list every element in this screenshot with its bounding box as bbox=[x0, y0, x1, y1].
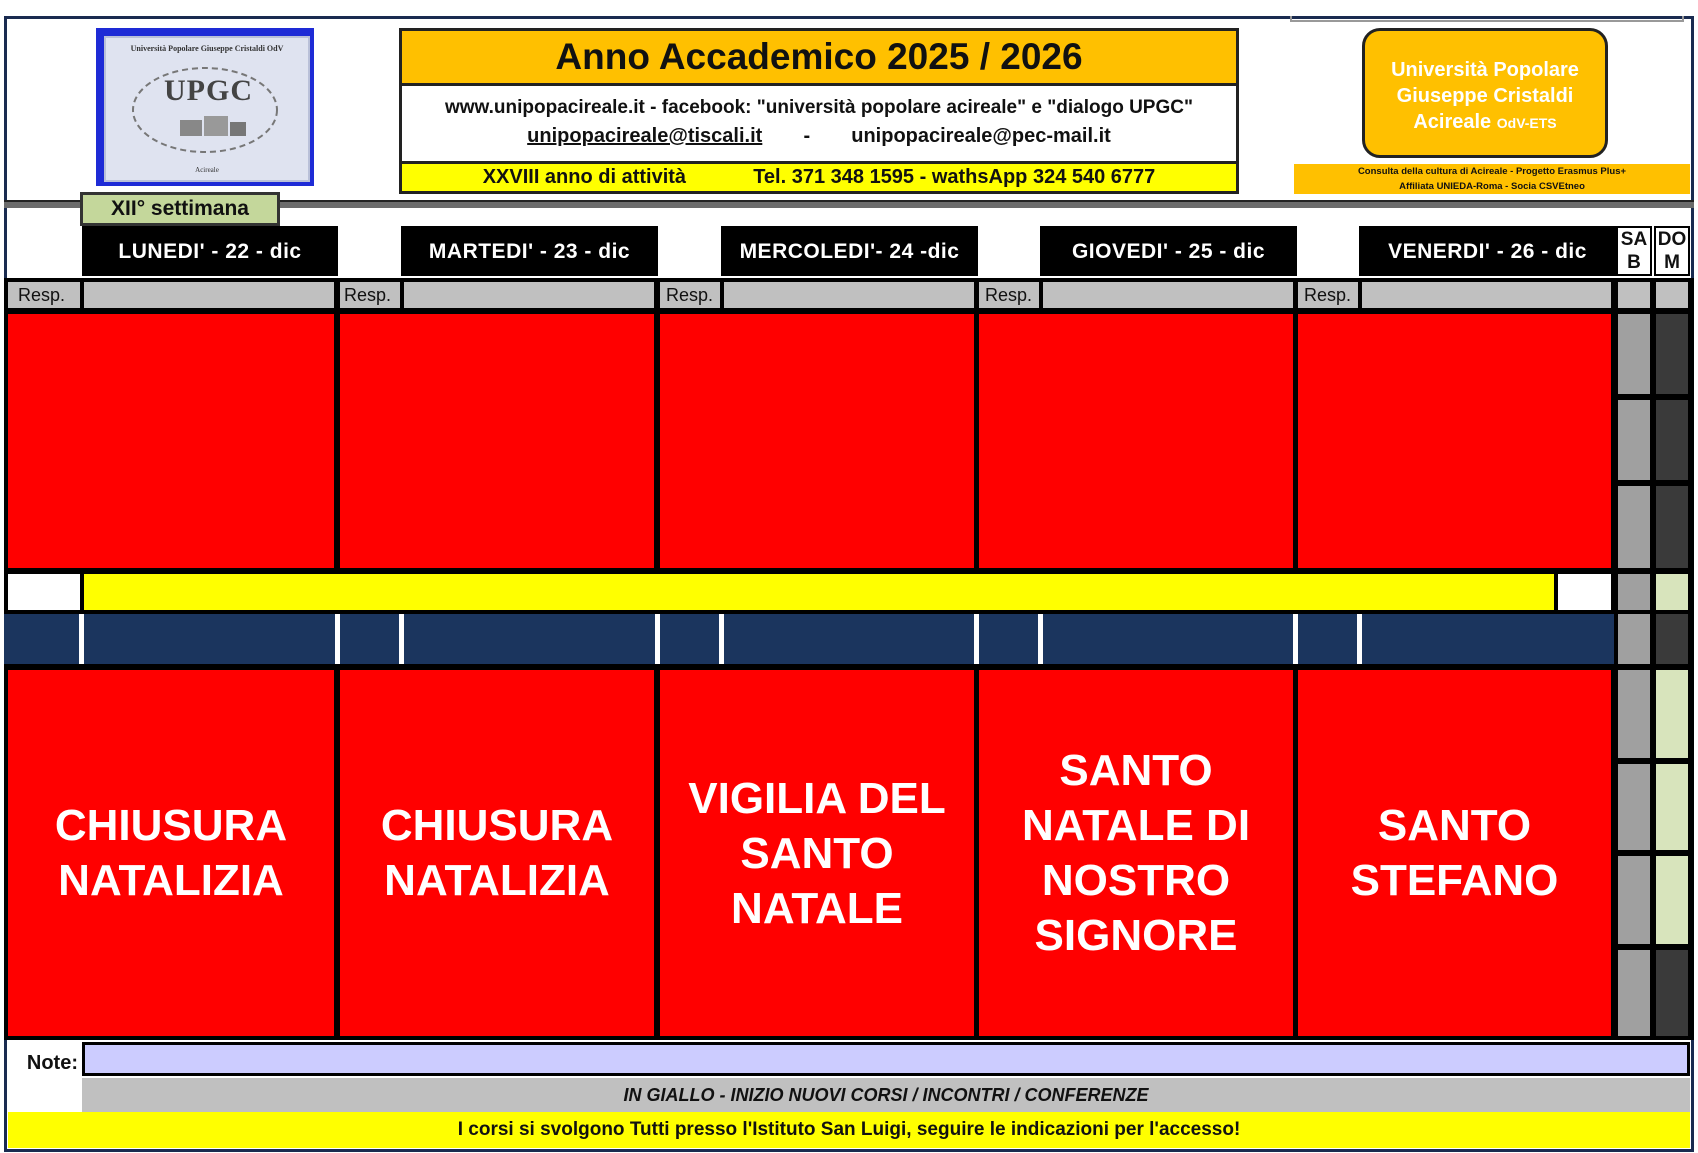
resp-field-tuesday[interactable] bbox=[404, 282, 654, 308]
resp-field-sunday bbox=[1656, 282, 1688, 308]
consulta-banner bbox=[1294, 164, 1690, 194]
navy-divider bbox=[335, 614, 340, 664]
navy-divider bbox=[1293, 614, 1298, 664]
sat-slot-7 bbox=[1618, 950, 1650, 1036]
sun-yellow-slot bbox=[1656, 574, 1688, 610]
navy-divider bbox=[1357, 614, 1362, 664]
dom-line-2: M bbox=[1664, 252, 1680, 273]
resp-label-monday: Resp. bbox=[8, 282, 80, 308]
sat-slot-2 bbox=[1618, 400, 1650, 480]
sat-slot-6 bbox=[1618, 856, 1650, 944]
laurel-wreath-icon bbox=[120, 58, 290, 158]
title-box bbox=[399, 28, 1239, 194]
navy-divider bbox=[655, 614, 660, 664]
uni-name-line-3 bbox=[1365, 109, 1605, 136]
resp-field-wednesday[interactable] bbox=[724, 282, 974, 308]
sat-yellow-slot bbox=[1618, 574, 1650, 610]
uni-name-line-2: Giuseppe Cristaldi bbox=[1396, 85, 1574, 107]
sun-slot-6 bbox=[1656, 856, 1688, 944]
resp-field-friday[interactable] bbox=[1362, 282, 1611, 308]
uni-name-line-1: Università Popolare bbox=[1391, 59, 1579, 81]
anno-attivita: XXVIII anno di attività bbox=[482, 166, 687, 188]
email-link[interactable]: unipopacireale@tiscali.it bbox=[527, 125, 763, 147]
event-monday: CHIUSURA NATALIZIA bbox=[8, 670, 334, 1036]
new-courses-highlight-row bbox=[84, 574, 1554, 610]
sat-slot-3 bbox=[1618, 486, 1650, 568]
day-header-monday: LUNEDI' - 22 - dic bbox=[82, 226, 338, 276]
dom-line-1: DO bbox=[1657, 229, 1687, 250]
event-wednesday: VIGILIA DEL SANTO NATALE bbox=[660, 670, 974, 1036]
navy-divider bbox=[719, 614, 724, 664]
sun-slot-2 bbox=[1656, 400, 1688, 480]
email-separator: - bbox=[803, 125, 811, 147]
consulta-line-2: Affiliata UNIEDA-Roma - Socia CSVEtneo bbox=[1399, 181, 1585, 192]
resp-label-friday: Resp. bbox=[1298, 282, 1358, 308]
week-label: XII° settimana bbox=[80, 192, 280, 226]
day-header-thursday: GIOVEDI' - 25 - dic bbox=[1040, 226, 1297, 276]
event-thursday: SANTO NATALE DI NOSTRO SIGNORE bbox=[979, 670, 1293, 1036]
sun-navy-slot bbox=[1656, 614, 1688, 664]
logo-top-text: Università Popolare Giuseppe Cristaldi OdV bbox=[130, 44, 284, 53]
day-header-wednesday: MERCOLEDI'- 24 -dic bbox=[721, 226, 978, 276]
sat-slot-4 bbox=[1618, 670, 1650, 758]
navy-divider bbox=[79, 614, 84, 664]
top-right-rule bbox=[1290, 16, 1684, 22]
navy-divider bbox=[399, 614, 404, 664]
sab-line-1: SA bbox=[1620, 229, 1648, 250]
sun-slot-7 bbox=[1656, 950, 1688, 1036]
morning-block-monday bbox=[8, 314, 334, 568]
university-name-box bbox=[1362, 28, 1608, 158]
event-tuesday: CHIUSURA NATALIZIA bbox=[340, 670, 654, 1036]
academic-year-title: Anno Accademico 2025 / 2026 bbox=[402, 31, 1236, 86]
day-header-friday: VENERDI' - 26 - dic bbox=[1359, 226, 1616, 276]
navy-separator-row bbox=[4, 614, 1614, 664]
sat-slot-1 bbox=[1618, 314, 1650, 394]
legend-giallo: IN GIALLO - INIZIO NUOVI CORSI / INCONTRI / CONFERENZE bbox=[82, 1078, 1690, 1112]
notes-label: Note: bbox=[8, 1044, 80, 1082]
logo-mark-text: UPGC bbox=[164, 74, 253, 107]
saturday-header bbox=[1616, 226, 1652, 276]
resp-field-saturday bbox=[1618, 282, 1650, 308]
footer-note: I corsi si svolgono Tutti presso l'Istituto San Luigi, seguire le indicazioni per l'accesso! bbox=[8, 1112, 1690, 1148]
sab-line-2: B bbox=[1627, 252, 1641, 273]
yellow-row-start bbox=[8, 574, 80, 610]
morning-block-friday bbox=[1298, 314, 1611, 568]
resp-label-tuesday: Resp. bbox=[340, 282, 400, 308]
sun-slot-5 bbox=[1656, 764, 1688, 850]
sun-slot-4 bbox=[1656, 670, 1688, 758]
resp-field-thursday[interactable] bbox=[1043, 282, 1293, 308]
phone-info: Tel. 371 348 1595 - wathsApp 324 540 6777 bbox=[753, 166, 1156, 188]
pec-email: unipopacireale@pec-mail.it bbox=[851, 125, 1111, 147]
uni-suffix: OdV-ETS bbox=[1496, 115, 1557, 131]
sunday-header bbox=[1654, 226, 1690, 276]
morning-block-thursday bbox=[979, 314, 1293, 568]
resp-label-wednesday: Resp. bbox=[660, 282, 720, 308]
navy-divider bbox=[1038, 614, 1043, 664]
event-friday: SANTO STEFANO bbox=[1298, 670, 1611, 1036]
upgc-logo bbox=[96, 28, 314, 186]
day-header-tuesday: MARTEDI' - 23 - dic bbox=[401, 226, 658, 276]
yellow-row-end bbox=[1558, 574, 1611, 610]
email-line bbox=[402, 125, 1236, 148]
resp-field-monday[interactable] bbox=[84, 282, 334, 308]
resp-label-thursday: Resp. bbox=[979, 282, 1039, 308]
morning-block-wednesday bbox=[660, 314, 974, 568]
uni-city: Acireale bbox=[1413, 111, 1492, 133]
logo-bottom-text: Acireale bbox=[195, 166, 219, 174]
sat-slot-5 bbox=[1618, 764, 1650, 850]
navy-divider bbox=[974, 614, 979, 664]
morning-block-tuesday bbox=[340, 314, 654, 568]
logo-badge bbox=[104, 36, 310, 182]
sun-slot-3 bbox=[1656, 486, 1688, 568]
notes-field[interactable] bbox=[82, 1042, 1690, 1076]
web-line: www.unipopacireale.it - facebook: "università popolare acireale" e "dialogo UPGC" bbox=[444, 97, 1193, 118]
sun-slot-1 bbox=[1656, 314, 1688, 394]
consulta-line-1: Consulta della cultura di Acireale - Progetto Erasmus Plus+ bbox=[1357, 166, 1627, 177]
activity-phone-bar bbox=[402, 161, 1236, 191]
sat-navy-slot bbox=[1618, 614, 1650, 664]
